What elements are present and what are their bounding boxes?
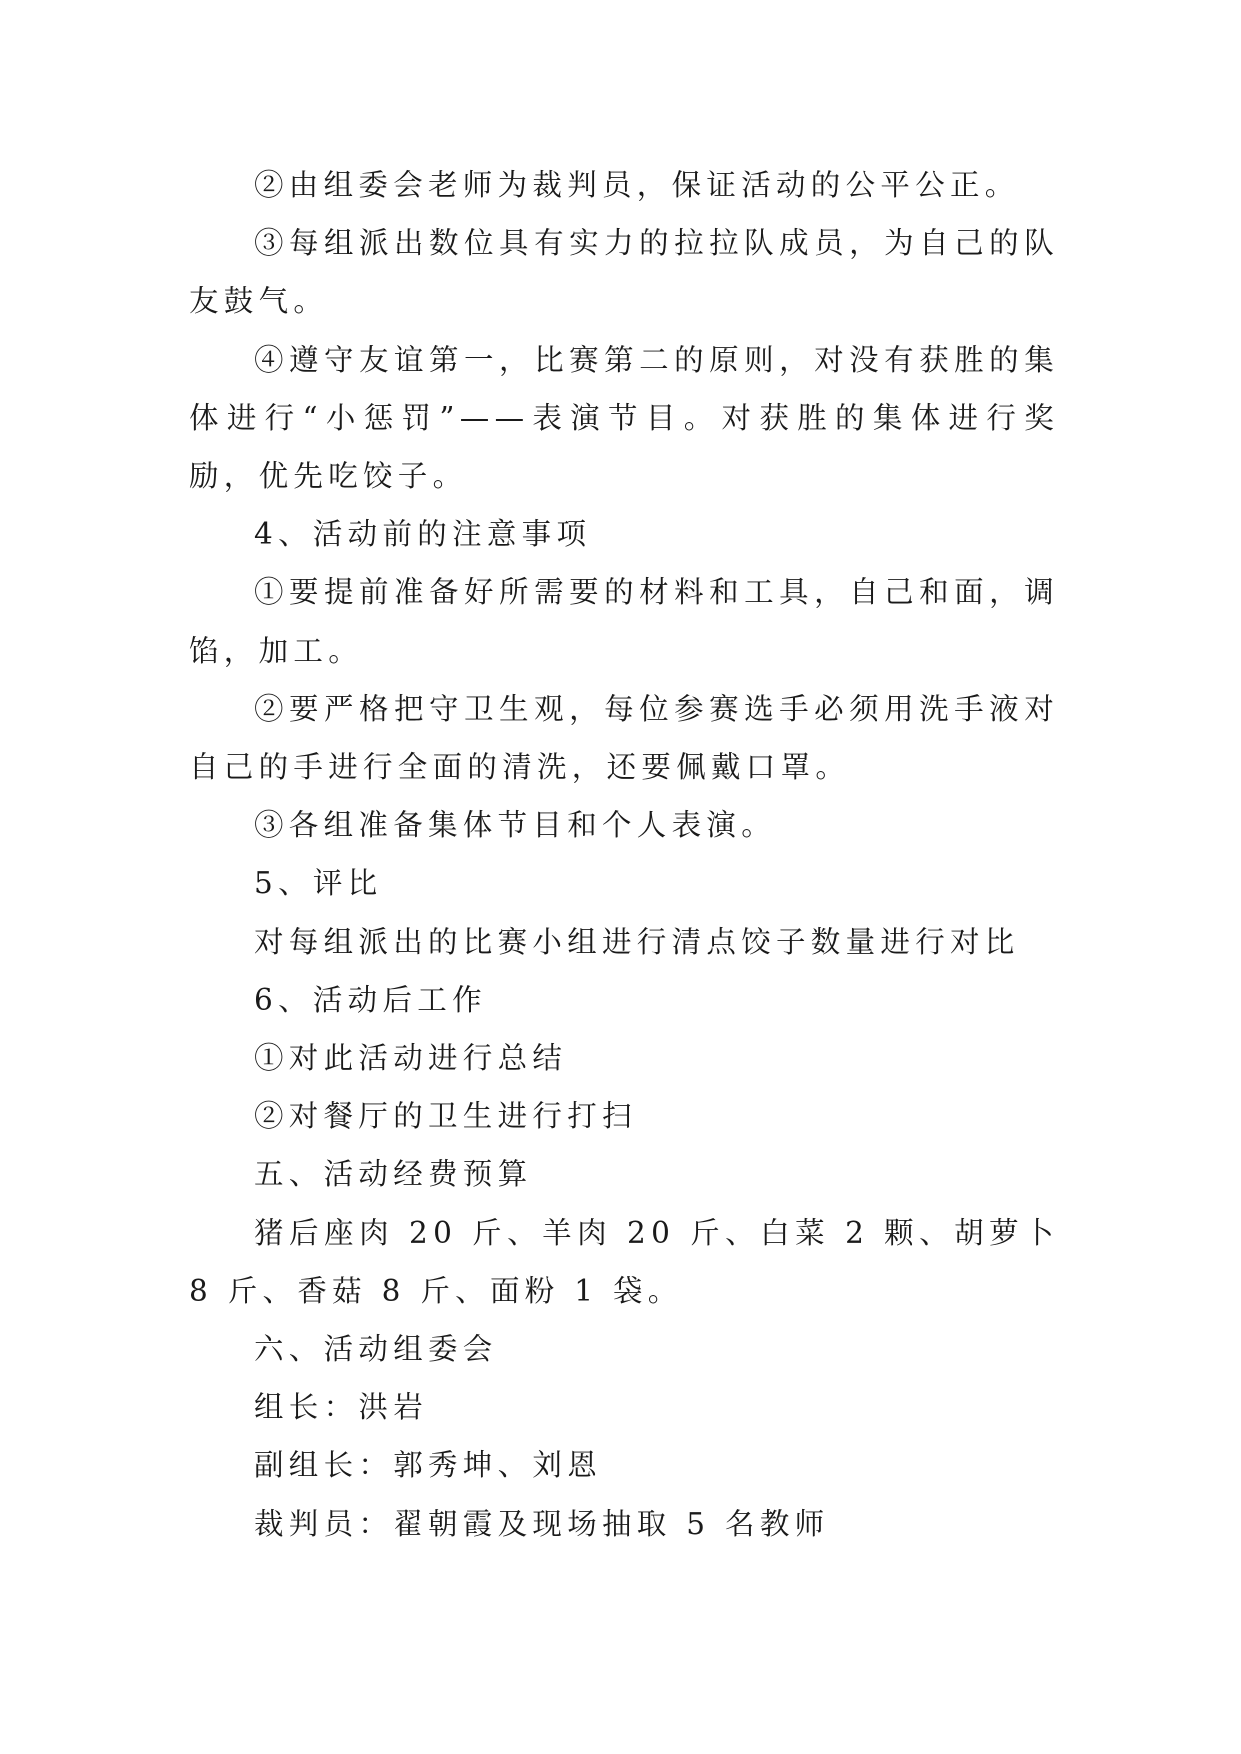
- paragraph-friendship-rule: ④遵守友谊第一，比赛第二的原则，对没有获胜的集体进行“小惩罚”——表演节目。对获胜的集体进行奖励，优先吃饺子。: [189, 342, 1059, 494]
- paragraph-leader: 组长：洪岩: [254, 1390, 429, 1425]
- paragraph-cleaning: ②对餐厅的卫生进行打扫: [254, 1099, 637, 1134]
- paragraph-hygiene: ②要严格把守卫生观，每位参赛选手必须用洗手液对自己的手进行全面的清洗，还要佩戴口罩。: [189, 691, 1059, 785]
- paragraph-count-dumplings: 对每组派出的比赛小组进行清点饺子数量进行对比: [254, 924, 1020, 959]
- paragraph-performances: ③各组准备集体节目和个人表演。: [254, 808, 777, 843]
- document-body: [189, 156, 1059, 1553]
- section-heading-committee: 六、活动组委会: [254, 1332, 498, 1367]
- paragraph-deputy-leaders: 副组长：郭秀坤、刘恩: [254, 1448, 603, 1483]
- paragraph-summary: ①对此活动进行总结: [254, 1041, 568, 1076]
- paragraph-judges: ②由组委会老师为裁判员，保证活动的公平公正。: [254, 168, 1020, 202]
- paragraph-referees: 裁判员：翟朝霞及现场抽取 5 名教师: [254, 1506, 830, 1541]
- paragraph-cheer-squad: ③每组派出数位具有实力的拉拉队成员，为自己的队友鼓气。: [189, 226, 1059, 319]
- section-heading-evaluation: 5、评比: [254, 866, 383, 901]
- section-heading-budget: 五、活动经费预算: [254, 1157, 533, 1192]
- paragraph-budget-items: 猪后座肉 20 斤、羊肉 20 斤、白菜 2 颗、胡萝卜 8 斤、香菇 8 斤、面粉 1 袋。: [189, 1215, 1059, 1308]
- paragraph-prepare-materials: ①要提前准备好所需要的材料和工具，自己和面，调馅，加工。: [189, 575, 1059, 668]
- section-heading-post-activity: 6、活动后工作: [254, 982, 487, 1017]
- section-heading-precautions: 4、活动前的注意事项: [254, 517, 592, 552]
